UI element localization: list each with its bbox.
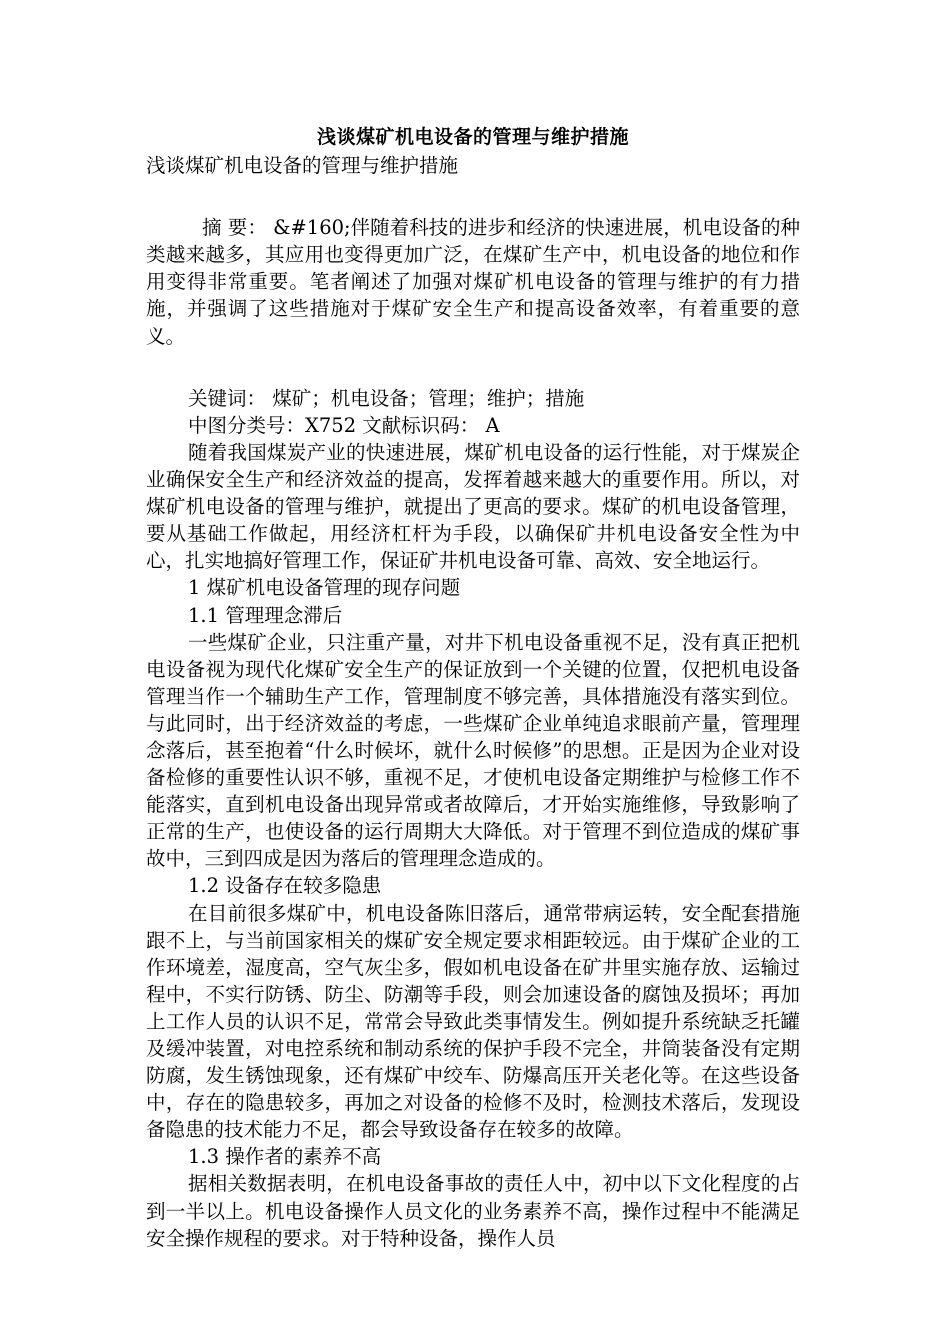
body-paragraph: 据相关数据表明，在机电设备事故的责任人中，初中以下文化程度的占到一半以上。机电设备操作人员文化的业务素养不高，操作过程中不能满足安全操作规程的要求。对于特种设备，操作人员 (146, 1172, 800, 1250)
spacer (146, 350, 800, 377)
body-paragraph: 在目前很多煤矿中，机电设备陈旧落后，通常带病运转，安全配套措施跟不上，与当前国家相关的煤矿安全规定要求相距较远。由于煤矿企业的工作环境差，湿度高，空气灰尘多，假如机电设备在矿井里实施存放、运输过程中，不实行防锈、防尘、防潮等手段，则会加速设备的腐蚀及损坏；再加上工作人员的认识不足，常常会导致此类事情发生。例如提升系统缺乏托罐及缓冲装置，对电控系统和制动系统的保护手段不完全，井筒装备没有定期防腐，发生锈蚀现象，还有煤矿中绞车、防爆高压开关老化等。在这些设备中，存在的隐患较多，再加之对设备的检修不及时，检测技术落后，发现设备隐患的技术能力不足，都会导致设备存在较多的故障。 (146, 901, 800, 1142)
keywords-line: 关键词： 煤矿；机电设备；管理；维护；措施 (188, 386, 585, 410)
spacer (146, 206, 800, 214)
intro-paragraph: 随着我国煤炭产业的快速进展，煤矿机电设备的运行性能，对于煤炭企业确保安全生产和经济效益的提高，发挥着越来越大的重要作用。所以，对煤矿机电设备的管理与维护，就提出了更高的要求。煤矿的机电设备管理，要从基础工作做起，用经济杠杆为手段，以确保矿井机电设备安全性为中心，扎实地搞好管理工作，保证矿井机电设备可靠、高效、安全地运行。 (146, 440, 800, 573)
spacer (146, 179, 800, 206)
subsection-heading: 1.3 操作者的素养不高 (188, 1145, 382, 1169)
body-paragraph: 一些煤矿企业，只注重产量，对井下机电设备重视不足，没有真正把机电设备视为现代化煤矿安全生产的保证放到一个关键的位置，仅把机电设备管理当作一个辅助生产工作，管理制度不够完善，具体措施没有落实到位。与此同时，出于经济效益的考虑，一些煤矿企业单纯追求眼前产量，管理理念落后，甚至抱着“什么时候坏，就什么时候修”的思想。正是因为企业对设备检修的重要性认识不够，重视不足，才使机电设备定期维护与检修工作不能落实，直到机电设备出现异常或者故障后，才开始实施维修，导致影响了正常的生产，也使设备的运行周期大大降低。对于管理不到位造成的煤矿事故中，三到四成是因为落后的管理理念造成的。 (146, 630, 800, 871)
document-title: 浅谈煤矿机电设备的管理与维护措施 (316, 126, 629, 148)
abstract-paragraph: 摘 要： &#160;伴随着科技的进步和经济的快速进展，机电设备的种类越来越多，其应用也变得更加广泛，在煤矿生产中，机电设备的地位和作用变得非常重要。笔者阐述了加强对煤矿机电设备的管理与维护的有力措施，并强调了这些措施对于煤矿安全生产和提高设备效率，有着重要的意义。 (146, 216, 800, 348)
spacer (146, 377, 800, 385)
subsection-heading: 1.2 设备存在较多隐患 (188, 874, 382, 898)
document-subtitle: 浅谈煤矿机电设备的管理与维护措施 (146, 154, 459, 177)
document-page (146, 118, 800, 1252)
classification-line: 中图分类号：X752 文献标识码： A (188, 413, 500, 437)
subsection-heading: 1.1 管理理念滞后 (188, 603, 343, 627)
section-heading: 1 煤矿机电设备管理的现存问题 (188, 576, 461, 600)
